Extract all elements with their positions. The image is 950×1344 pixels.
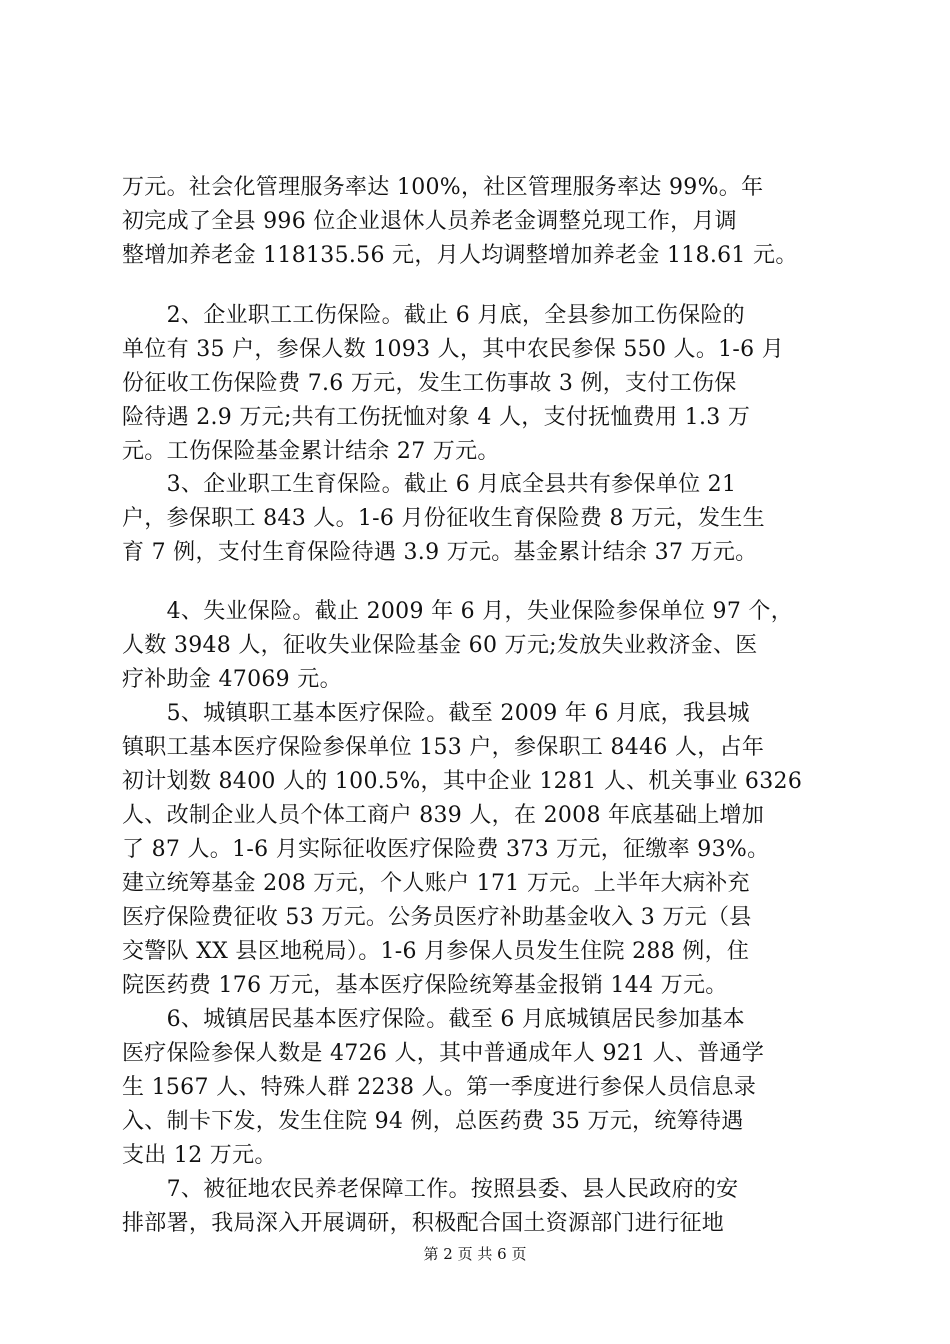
text-line: 人、改制企业人员个体工商户 839 人，在 2008 年底基础上增加 xyxy=(122,803,765,828)
text-line: 建立统筹基金 208 万元，个人账户 171 万元。上半年大病补充 xyxy=(122,871,750,896)
text-line: 份征收工伤保险费 7.6 万元，发生工伤事故 3 例，支付工伤保 xyxy=(122,371,737,396)
text-line: 万元。社会化管理服务率达 100%，社区管理服务率达 99%。年 xyxy=(122,175,764,200)
text-line: 2、企业职工工伤保险。截止 6 月底，全县参加工伤保险的 xyxy=(122,303,745,328)
text-line: 支出 12 万元。 xyxy=(122,1143,277,1168)
text-line: 院医药费 176 万元，基本医疗保险统筹基金报销 144 万元。 xyxy=(122,973,728,998)
text-line: 初计划数 8400 人的 100.5%，其中企业 1281 人、机关事业 6326 xyxy=(122,769,803,794)
text-line: 初完成了全县 996 位企业退休人员养老金调整兑现工作，月调 xyxy=(122,209,737,234)
text-line: 7、被征地农民养老保障工作。按照县委、县人民政府的安 xyxy=(122,1177,739,1202)
text-line: 医疗保险费征收 53 万元。公务员医疗补助基金收入 3 万元（县 xyxy=(122,905,752,930)
text-line: 元。工伤保险基金累计结余 27 万元。 xyxy=(122,439,500,464)
page-number-footer: 第 2 页 共 6 页 xyxy=(423,1245,527,1263)
text-line: 医疗保险参保人数是 4726 人，其中普通成年人 921 人、普通学 xyxy=(122,1041,765,1066)
text-line: 育 7 例，支付生育保险待遇 3.9 万元。基金累计结余 37 万元。 xyxy=(122,540,758,565)
text-line: 入、制卡下发，发生住院 94 例，总医药费 35 万元，统筹待遇 xyxy=(122,1109,744,1134)
text-line: 人数 3948 人，征收失业保险基金 60 万元;发放失业救济金、医 xyxy=(122,633,758,658)
text-line: 4、失业保险。截止 2009 年 6 月，失业保险参保单位 97 个， xyxy=(122,599,794,624)
text-line: 生 1567 人、特殊人群 2238 人。第一季度进行参保人员信息录 xyxy=(122,1075,757,1100)
text-line: 镇职工基本医疗保险参保单位 153 户，参保职工 8446 人，占年 xyxy=(122,735,765,760)
text-line: 3、企业职工生育保险。截止 6 月底全县共有参保单位 21 xyxy=(122,472,737,497)
text-line: 整增加养老金 118135.56 元，月人均调整增加养老金 118.61 元。 xyxy=(122,243,798,268)
text-line: 险待遇 2.9 万元;共有工伤抚恤对象 4 人，支付抚恤费用 1.3 万 xyxy=(122,405,751,430)
text-line: 单位有 35 户，参保人数 1093 人，其中农民参保 550 人。1-6 月 xyxy=(122,337,785,362)
text-line: 疗补助金 47069 元。 xyxy=(122,667,342,692)
text-line: 了 87 人。1-6 月实际征收医疗保险费 373 万元，征缴率 93%。 xyxy=(122,837,770,862)
text-line: 5、城镇职工基本医疗保险。截至 2009 年 6 月底，我县城 xyxy=(122,701,750,726)
text-line: 排部署，我局深入开展调研，积极配合国土资源部门进行征地 xyxy=(122,1211,725,1236)
text-line: 交警队 XX 县区地税局）。1-6 月参保人员发生住院 288 例，住 xyxy=(122,939,750,964)
text-line: 户，参保职工 843 人。1-6 月份征收生育保险费 8 万元，发生生 xyxy=(122,506,765,531)
text-line: 6、城镇居民基本医疗保险。截至 6 月底城镇居民参加基本 xyxy=(122,1007,745,1032)
